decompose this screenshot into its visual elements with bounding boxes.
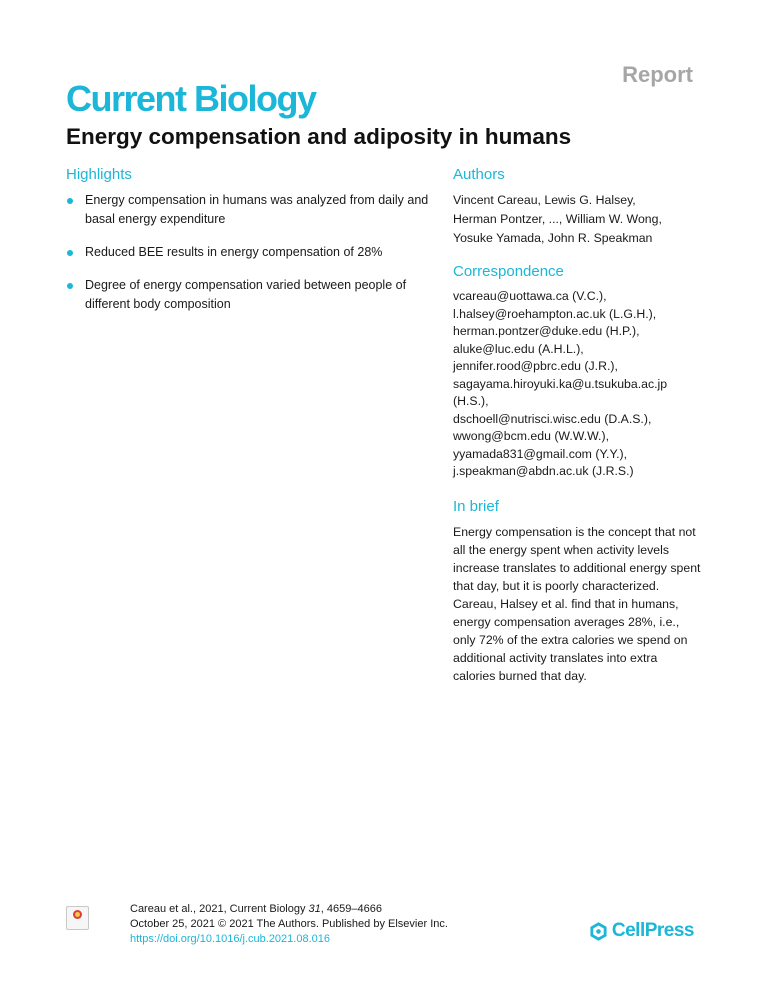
cellpress-logo[interactable] <box>589 920 694 942</box>
email-link[interactable]: dschoell@nutrisci.wisc.edu (D.A.S.), <box>453 411 652 426</box>
check-for-updates-icon[interactable] <box>66 906 89 930</box>
authors-heading: Authors <box>453 166 505 183</box>
email-link[interactable]: herman.pontzer@duke.edu (H.P.), <box>453 324 640 338</box>
email-link[interactable]: vcareau@uottawa.ca (V.C.), <box>453 289 607 303</box>
email-link[interactable]: sagayama.hiroyuki.ka@u.tsukuba.ac.jp <box>453 376 668 391</box>
highlights-list <box>66 191 446 314</box>
journal-name: Current Biology <box>66 78 316 119</box>
report-label: Report <box>622 62 693 87</box>
article-title: Energy compensation and adiposity in humans <box>66 124 572 149</box>
correspondence-heading: Correspondence <box>453 263 564 280</box>
citation-pages: , 4659–4666 <box>320 903 382 915</box>
authors-list <box>453 191 703 248</box>
correspondence-list <box>453 288 703 481</box>
author-line: Herman Pontzer, ..., William W. Wong, <box>453 212 662 226</box>
email-link[interactable]: j.speakman@abdn.ac.uk (J.R.S.) <box>453 464 634 478</box>
email-link[interactable]: l.halsey@roehampton.ac.uk (L.G.H.), <box>453 306 657 321</box>
email-initials: (H.S.), <box>453 394 489 408</box>
citation-volume: 31 <box>308 903 321 915</box>
author-line: Vincent Careau, Lewis G. Halsey, <box>453 193 636 207</box>
doi-link[interactable]: https://doi.org/10.1016/j.cub.2021.08.016 <box>130 933 330 945</box>
highlight-item <box>66 243 446 262</box>
author-line: Yosuke Yamada, John R. Speakman <box>453 231 653 245</box>
highlight-text: Reduced BEE results in energy compensation of 28% <box>85 245 383 259</box>
highlight-text: Energy compensation in humans was analyzed from daily and basal energy expenditure <box>85 193 429 226</box>
cellpress-name: CellPress <box>611 920 694 941</box>
citation <box>130 902 448 947</box>
highlight-item <box>66 191 446 229</box>
in-brief-heading: In brief <box>453 497 499 515</box>
in-brief-text: Energy compensation is the concept that not all the energy spent when activity levels increase translates to additional energy spent that day, but it is poorly characterized. Careau, Halsey et al. find that in humans, energy compensation averages 28%, i.e., only 72% of the extra calories we spend on additional activity translates into extra calories burned that day. <box>453 524 701 683</box>
highlight-item <box>66 276 446 314</box>
citation-line <box>130 902 448 917</box>
highlights-heading: Highlights <box>66 166 132 183</box>
highlights-section <box>66 166 446 328</box>
bullet-icon <box>67 198 73 204</box>
email-link[interactable]: aluke@luc.edu (A.H.L.), <box>453 341 584 356</box>
badge-mark-inner <box>75 912 80 917</box>
date-line: October 25, 2021 © 2021 The Authors. Published by Elsevier Inc. <box>130 918 448 930</box>
sidebar-info <box>453 166 703 685</box>
bullet-icon <box>67 250 73 256</box>
bullet-icon <box>67 283 73 289</box>
cellpress-logo-icon <box>589 922 608 941</box>
citation-prefix: Careau et al., 2021, Current Biology <box>130 903 309 915</box>
email-link[interactable]: jennifer.rood@pbrc.edu (J.R.), <box>453 359 618 373</box>
email-link[interactable]: yyamada831@gmail.com (Y.Y.), <box>453 446 628 461</box>
highlight-text: Degree of energy compensation varied between people of different body composition <box>85 278 407 311</box>
email-link[interactable]: wwong@bcm.edu (W.W.W.), <box>453 429 609 443</box>
